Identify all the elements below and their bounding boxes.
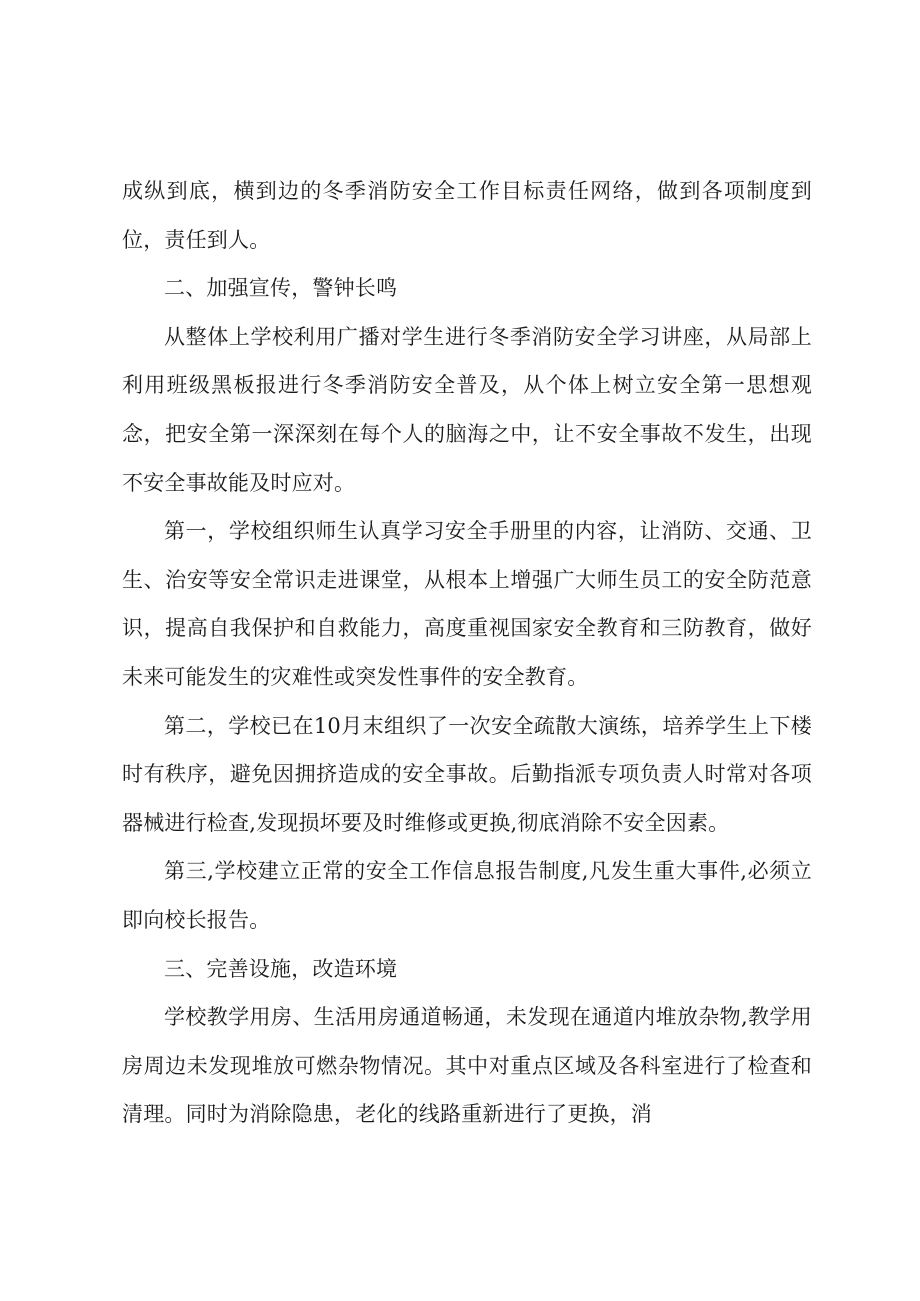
section-heading-3: 三、完善设施，改造环境 [164,956,398,981]
document-page [122,167,812,1139]
paragraph-facilities: 学校教学用房、生活用房通道畅通，未发现在通道内堆放杂物,教学用房周边未发现堆放可燃杂物情况。其中对重点区域及各科室进行了检查和清理。同时为消除隐患，老化的线路重新进行了更换，消 [122,1005,812,1127]
paragraph-third: 第三,学校建立正常的安全工作信息报告制度,凡发生重大事件,必须立即向校长报告。 [122,859,812,932]
paragraph-first: 第一，学校组织师生认真学习安全手册里的内容，让消防、交通、卫生、治安等安全常识走进课堂，从根本上增强广大师生员工的安全防范意识，提高自我保护和自救能力，高度重视国家安全教育和三防教育，做好未来可能发生的灾难性或突发性事件的安全教育。 [122,519,812,689]
paragraph-second: 第二，学校已在10月末组织了一次安全疏散大演练，培养学生上下楼时有秩序，避免因拥挤造成的安全事故。后勤指派专项负责人时常对各项器械进行检查,发现损坏要及时维修或更换,彻底消除不安全因素。 [122,713,812,835]
section-heading-2: 二、加强宣传，警钟长鸣 [164,276,398,301]
paragraph-continuation: 成纵到底，横到边的冬季消防安全工作目标责任网络，做到各项制度到位，责任到人。 [122,179,812,252]
paragraph-publicity: 从整体上学校利用广播对学生进行冬季消防安全学习讲座，从局部上利用班级黑板报进行冬季消防安全普及，从个体上树立安全第一思想观念，把安全第一深深刻在每个人的脑海之中，让不安全事故不发生，出现不安全事故能及时应对。 [122,324,812,495]
